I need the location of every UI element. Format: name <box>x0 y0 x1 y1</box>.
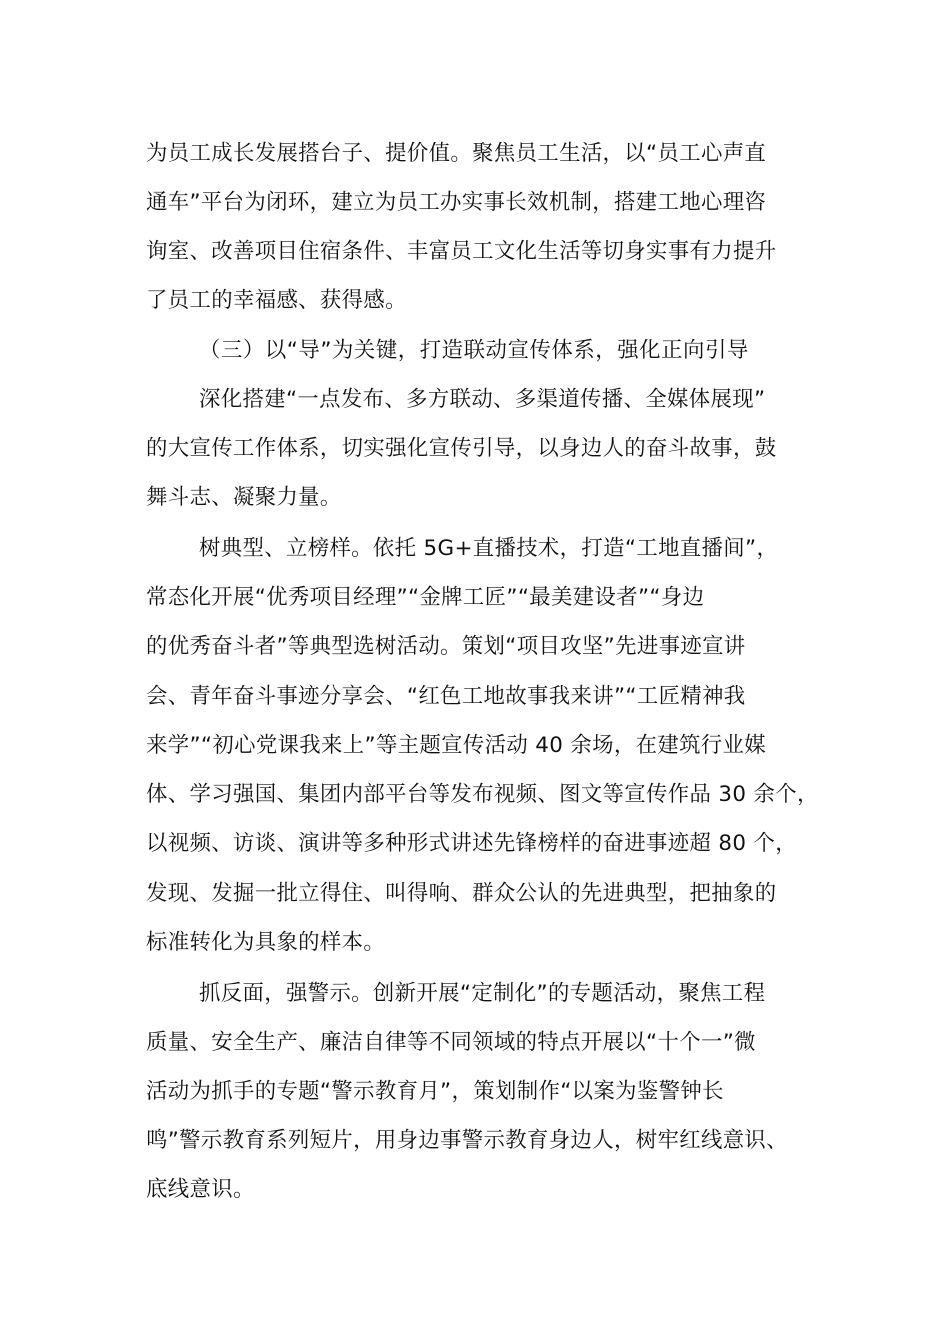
paragraph-line: 深化搭建“一点发布、多方联动、多渠道传播、全媒体展现” <box>199 387 766 412</box>
paragraph-line: 常态化开展“优秀项目经理”“金牌工匠”“最美建设者”“身边 <box>146 585 705 610</box>
paragraph-line: 会、青年奋斗事迹分享会、“红色工地故事我来讲”“工匠精神我 <box>146 684 746 709</box>
paragraph-line: 活动为抓手的专题“警示教育月”，策划制作“以案为鉴警钟长 <box>146 1079 724 1104</box>
paragraph-line: 鸣”警示教育系列短片，用身边事警示教育身边人，树牢红线意识、 <box>146 1128 788 1153</box>
section-heading: （三）以“导”为关键，打造联动宣传体系，强化正向引导 <box>199 338 749 363</box>
paragraph-line: 为员工成长发展搭台子、提价值。聚焦员工生活，以“员工心声直 <box>146 141 767 166</box>
paragraph-line: 体、学习强国、集团内部平台等发布视频、图文等宣传作品 30 余个， <box>146 782 819 807</box>
paragraph-line: 询室、改善项目住宿条件、丰富员工文化生活等切身实事有力提升 <box>146 239 777 264</box>
paragraph-line: 树典型、立榜样。依托 5G+直播技术，打造“工地直播间”， <box>199 536 779 561</box>
paragraph-line: 底线意识。 <box>146 1177 255 1202</box>
paragraph-line: 舞斗志、凝聚力量。 <box>146 485 342 510</box>
paragraph-line: 了员工的幸福感、获得感。 <box>146 288 407 313</box>
paragraph-line: 的优秀奋斗者”等典型选树活动。策划“项目攻坚”先进事迹宣讲 <box>146 634 746 659</box>
paragraph-line: 以视频、访谈、演讲等多种形式讲述先锋榜样的奋进事迹超 80 个， <box>146 831 797 856</box>
paragraph-line: 的大宣传工作体系，切实强化宣传引导，以身边人的奋斗故事，鼓 <box>146 436 777 461</box>
paragraph-line: 发现、发掘一批立得住、叫得响、群众公认的先进典型，把抽象的 <box>146 881 777 906</box>
paragraph-line: 抓反面，强警示。创新开展“定制化”的专题活动，聚焦工程 <box>199 981 766 1006</box>
paragraph-line: 质量、安全生产、廉洁自律等不同领域的特点开展以“十个一”微 <box>146 1030 756 1055</box>
paragraph-line: 通车”平台为闭环，建立为员工办实事长效机制，搭建工地心理咨 <box>146 190 767 215</box>
paragraph-line: 标准转化为具象的样本。 <box>146 930 386 955</box>
paragraph-line: 来学”“初心党课我来上”等主题宣传活动 40 余场，在建筑行业媒 <box>146 733 767 758</box>
